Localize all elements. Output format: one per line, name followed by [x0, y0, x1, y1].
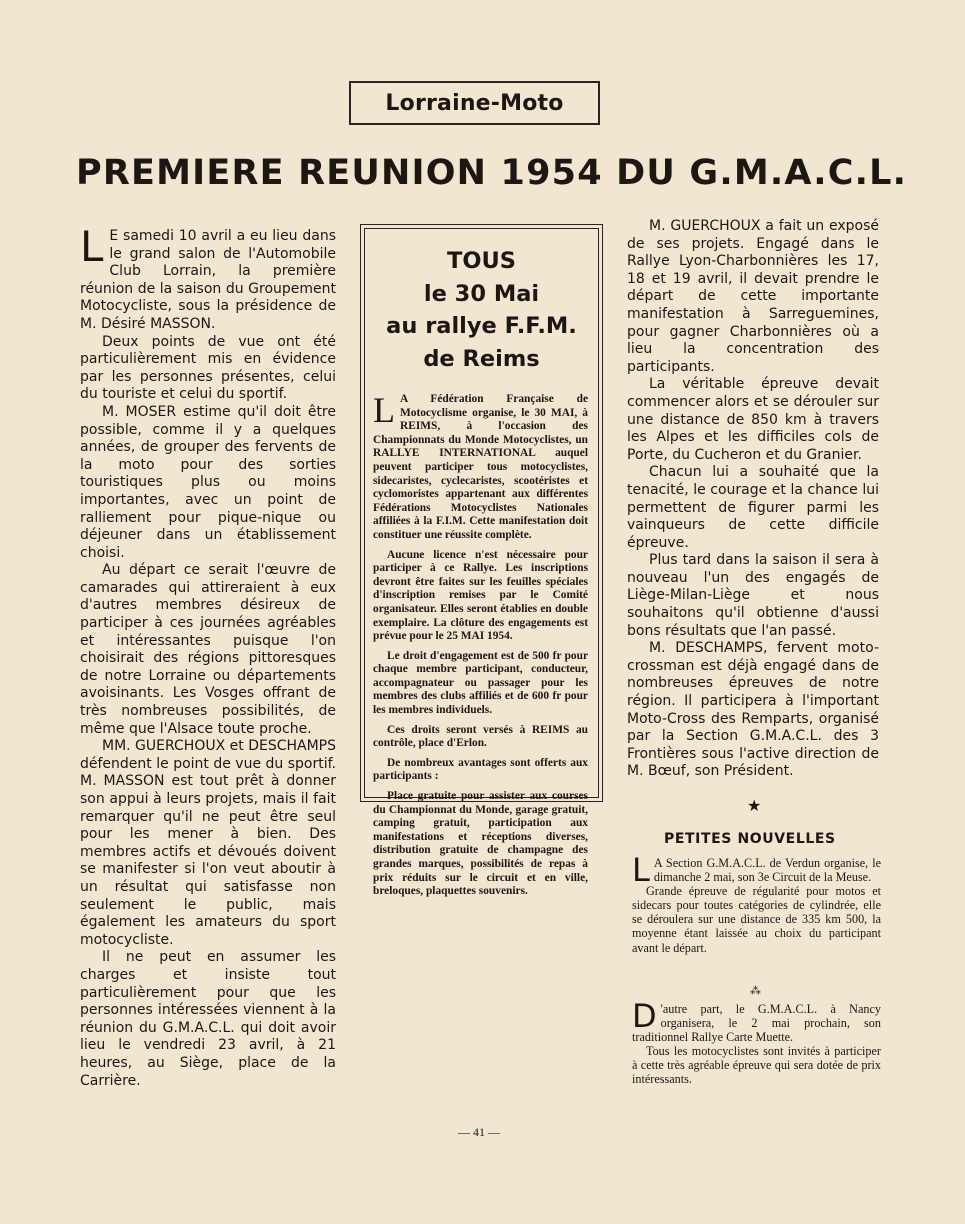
- paragraph: M. MOSER estime qu'il doit être possible, comme il y a quelques années, de grouper des fervents de la moto pour des sorties touristiques plus ou moins importantes, avec un point de ralliement pour pique-nique ou déjeuner dans un établissement choisi.: [80, 403, 336, 561]
- paragraph: MM. GUERCHOUX et DESCHAMPS défendent le point de vue du sportif. M. MASSON est tout prêt à donner son appui à leurs projets, mais il fait remarquer qu'il ne peut être seul pour les mener à bien. Des membres actifs et dévoués doivent se manifester si l'on veut aboutir à un résultat qui satisfasse non seulement le public, mais également les amateurs du sport motocycliste.: [80, 738, 336, 948]
- rallye-body: [373, 390, 588, 905]
- paragraph: Chacun lui a souhaité que la tenacité, le courage et la chance lui permettent de figurer parmi les vainqueurs de cette difficile épreuve.: [627, 464, 879, 551]
- news-heading: PETITES NOUVELLES: [664, 831, 836, 847]
- news-item-nancy: [632, 997, 881, 1087]
- paragraph: L E samedi 10 avril a eu lieu dans le grand salon de l'Automobile Club Lorrain, la première réunion de la saison du Groupement Motocycliste, sous la présidence de M. Désiré MASSON.: [80, 222, 336, 332]
- paragraph: La véritable épreuve devait commencer alors et se dérouler sur une distance de 850 km à travers les Alpes et les difficiles cols de Porte, du Cucheron et du Granier.: [627, 376, 879, 463]
- paragraph: Tous les motocyclistes sont invités à participer à cette très agréable épreuve qui sera dotée de prix intéressants.: [632, 1044, 881, 1087]
- paragraph: Il ne peut en assumer les charges et insiste tout particulièrement pour que les personnes intéressées viennent à la réunion du G.M.A.C.L. qui doit avoir lieu le vendredi 23 avril, à 21 heures, au Siège, place de la Carrière.: [80, 949, 336, 1089]
- paragraph: Grande épreuve de régularité pour motos et sidecars pour toutes catégories de cylindrée, elle se déroulera sur une distance de 335 km 500, la moyenne étant laissée au choix du participant avant le départ.: [632, 884, 881, 955]
- paragraph: Aucune licence n'est nécessaire pour participer à ce Rallye. Les inscriptions devront être faites sur les feuilles spéciales d'inscription remises par le Comité organisateur. Elles seront établies en double exemplaire. La clôture des engagements est prévue pour le 25 MAI 1954.: [373, 548, 588, 643]
- asterism-separator-icon: ⁂: [750, 985, 761, 997]
- paragraph: M. GUERCHOUX a fait un exposé de ses projets. Engagé dans le Rallye Lyon-Charbonnières les 17, 18 et 19 avril, il devait prendre le départ de cette importante manifestation à Sarreguemines, pour gagner Charbonnières où a lieu la concentration des participants.: [627, 218, 879, 375]
- paragraph: D 'autre part, le G.M.A.C.L. à Nancy organisera, le 2 mai prochain, son traditionnel Rallye Carte Muette.: [632, 997, 881, 1045]
- paragraph: Le droit d'engagement est de 500 fr pour chaque membre participant, conducteur, accompagnateur ou passager pour les membres des clubs affiliés et de 600 fr pour les membres individuels.: [373, 649, 588, 717]
- paragraph: Ces droits seront versés à REIMS au contrôle, place d'Erlon.: [373, 723, 588, 750]
- right-column: [627, 218, 879, 781]
- rallye-box: [360, 224, 603, 898]
- paragraph: De nombreux avantages sont offerts aux participants :: [373, 756, 588, 783]
- drop-cap: D: [632, 997, 657, 1035]
- section-title: Lorraine-Moto: [385, 90, 564, 116]
- star-separator-icon: ★: [747, 798, 762, 815]
- paragraph: L A Fédération Française de Motocyclisme organise, le 30 MAI, à REIMS, à l'occasion des Championnats du Monde Motocyclistes, un RALLYE INTERNATIONAL auquel peuvent participer tous motocyclistes, sidecaristes, cyclecaristes, scootéristes et cyclomoristes appartenant aux différentes Fédérations Motocyclistes Nationales affiliées à la F.I.M. Cette manifestation doit constituer une réussite complète.: [373, 390, 588, 541]
- drop-cap: L: [373, 390, 395, 430]
- paragraph: Place gratuite pour assister aux courses du Championnat du Monde, garage gratuit, camping gratuit, participation aux manifestations et réceptions diverses, distribution gratuite de champagne des grandes marques, possibilités de repas à prix réduits sur le circuit et en ville, breloques, plaquettes souvenirs.: [373, 790, 588, 898]
- paragraph: M. DESCHAMPS, fervent moto-crossman est déjà engagé dans de nombreuses épreuves de notre région. Il participera à l'important Moto-Cross des Remparts, organisé par la Section G.M.A.C.L. des 3 Frontières sous l'active direction de M. Bœuf, son Président.: [627, 640, 879, 780]
- drop-cap: L: [80, 222, 104, 271]
- section-header-box: [349, 81, 600, 125]
- article-title: PREMIERE REUNION 1954 DU G.M.A.C.L.: [76, 153, 908, 193]
- left-column: [80, 222, 336, 1090]
- paragraph: L A Section G.M.A.C.L. de Verdun organise, le dimanche 2 mai, son 3e Circuit de la Meuse.: [632, 851, 881, 889]
- paragraph: Au départ ce serait l'œuvre de camarades qui attireraient à eux d'autres membres désireux de participer à ces journées agréables et intéressantes puisque l'on choisirait des régions pittoresques de notre Lorraine ou départements avoisinants. Les Vosges offrant de très nombreuses possibilités, de même que l'Alsace toute proche.: [80, 562, 336, 737]
- paragraph: Deux points de vue ont été particulièrement mis en évidence par les personnes présentes, celui du touriste et celui du sportif.: [80, 333, 336, 403]
- drop-cap: L: [632, 851, 650, 889]
- news-item-verdun: [632, 851, 881, 955]
- paragraph: Plus tard dans la saison il sera à nouveau l'un des engagés de Liège-Milan-Liège et nous souhaitons qu'il obtienne d'aussi bons résultats que l'an passé.: [627, 552, 879, 639]
- rallye-headline: TOUS le 30 Mai au rallye F.F.M. de Reims: [386, 248, 577, 372]
- page-number: — 41 —: [458, 1125, 500, 1139]
